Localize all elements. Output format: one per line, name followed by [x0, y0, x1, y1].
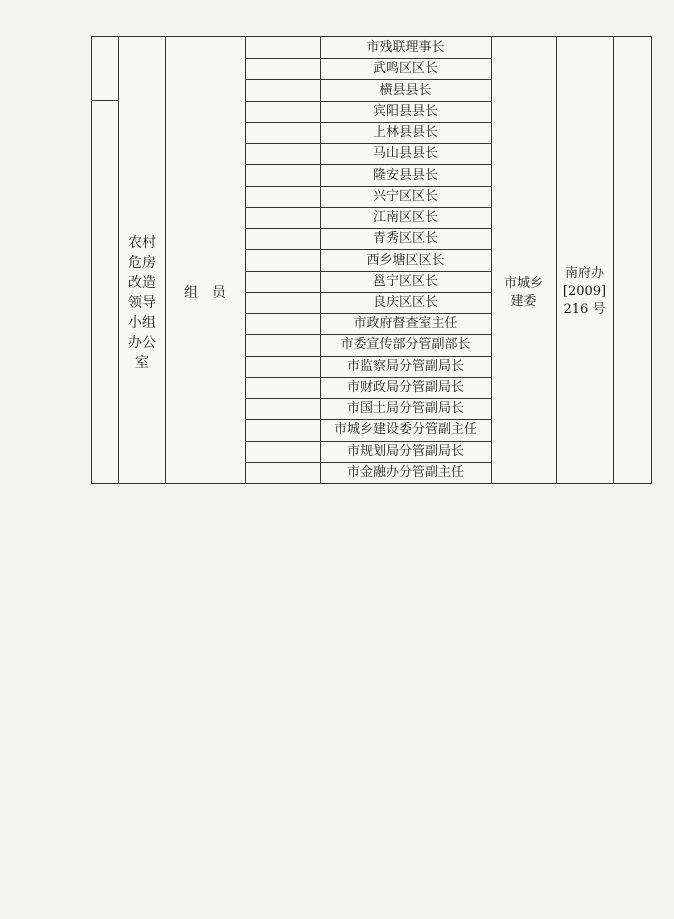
row-divider: [245, 207, 491, 208]
member-cell: 市国土局分管副局长: [346, 401, 464, 417]
row-divider: [245, 313, 491, 314]
dept-label-line: 改造: [128, 275, 156, 291]
dept-label-line: 农村: [128, 235, 156, 251]
member-cell: 江南区区长: [372, 210, 438, 226]
row-divider: [245, 228, 491, 229]
member-cell: 市城乡建设委分管副主任: [333, 422, 477, 438]
member-cell: 武鸣区区长: [372, 61, 438, 77]
row-divider: [245, 441, 491, 442]
member-cell: 市委宣传部分管副部长: [340, 337, 471, 353]
row-divider: [245, 164, 491, 165]
row-divider: [245, 58, 491, 59]
member-cell: 良庆区区长: [372, 294, 438, 310]
member-cell: 市政府督查室主任: [353, 316, 458, 332]
row-divider: [245, 398, 491, 399]
member-cell: 市监察局分管副局长: [346, 358, 464, 374]
row-divider: [245, 101, 491, 102]
dept-label-line: 小组: [128, 315, 156, 331]
dept-label: [118, 233, 166, 373]
doc-reference-line: 216 号: [563, 302, 606, 317]
row-divider: [245, 356, 491, 357]
col-divider: [556, 37, 557, 483]
row-divider: [245, 249, 491, 250]
dept-label-line: 办公: [128, 335, 156, 351]
row-divider: [245, 334, 491, 335]
member-cell: 马山县县长: [372, 146, 438, 162]
dept-label-line: 危房: [128, 255, 156, 271]
col-divider: [491, 37, 492, 483]
row-divider: [245, 292, 491, 293]
dept-label-line: 室: [135, 355, 149, 371]
member-cell: 青秀区区长: [372, 231, 438, 247]
row-divider: [245, 462, 491, 463]
row-divider: [245, 143, 491, 144]
row-divider: [245, 122, 491, 123]
dept-label-line: 领导: [128, 295, 156, 311]
col-divider: [245, 37, 246, 483]
member-cell: 市金融办分管副主任: [346, 464, 464, 480]
member-cell: 兴宁区区长: [372, 188, 438, 204]
role-label: 组 员: [184, 285, 226, 301]
member-cell: 横县县长: [379, 82, 432, 98]
member-cell: 邕宁区区长: [372, 273, 438, 289]
doc-reference-line: 南府办: [564, 266, 604, 281]
member-cell: 市规划局分管副局长: [346, 443, 464, 459]
row-divider: [245, 377, 491, 378]
row-divider: [245, 419, 491, 420]
lead-unit-line: 市城乡: [503, 276, 543, 291]
member-cell: 市残联理事长: [366, 40, 445, 56]
group-divider: [92, 100, 118, 101]
row-divider: [245, 79, 491, 80]
member-table: [91, 36, 652, 484]
lead-unit: [491, 275, 556, 311]
member-cell: 宾阳县县长: [372, 103, 438, 119]
member-cell: 西乡塘区区长: [366, 252, 445, 268]
doc-reference: [556, 265, 613, 319]
row-divider: [245, 186, 491, 187]
member-cell: 隆安县县长: [372, 167, 438, 183]
lead-unit-line: 建委: [510, 294, 537, 309]
member-cell: 上林县县长: [372, 125, 438, 141]
doc-reference-line: [2009]: [562, 284, 607, 299]
row-divider: [245, 271, 491, 272]
col-divider: [613, 37, 614, 483]
member-cell: 市财政局分管副局长: [346, 379, 464, 395]
